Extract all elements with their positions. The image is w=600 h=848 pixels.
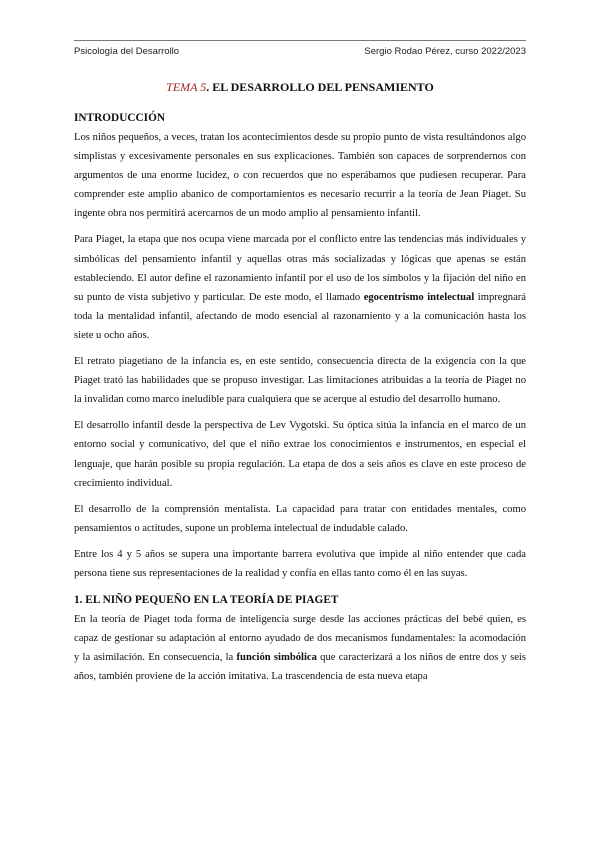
intro-paragraph-6: Entre los 4 y 5 años se supera una importante barrera evolutiva que impide al niño entender que cada persona tiene sus representaciones de la realidad y confía en ellas tanto como él en las suyas. [74, 548, 526, 579]
term-egocentrismo: egocentrismo intelectual [363, 291, 475, 303]
intro-paragraph-3: El retrato piagetiano de la infancia es, en este sentido, consecuencia directa de la exigencia con la que Piaget trató las habilidades que se propuso investigar. Las limitaciones atribuidas a la teoría de Piaget no la invalidan como marco ineludible para cualquiera que se acerque al estudio del desarrollo humano. [74, 356, 526, 406]
intro-p2-start: Para Piaget, la etapa que nos ocupa viene marcada por el conflicto entre las tendencias más individuales y simbólicas del pensamiento infantil y aquellas otras más socializadas y lógicas que apenas se están estableciendo. El autor define el razonamiento infantil por el uso de los símbolos y la fijación del niño en su punto de vista subjetivo y particular. De este modo, el llamado [74, 234, 526, 303]
document-title [74, 77, 526, 97]
intro-paragraph-4: El desarrollo infantil desde la perspectiva de Lev Vygotski. Su óptica sitúa la infancia en el marco de un entorno social y comunicativo, del que el niño extrae los conocimientos e instrumentos, en especial el lenguaje, que harán posible su propia regulación. La etapa de dos a seis años es clave en este proceso de crecimiento individual. [74, 420, 526, 489]
intro-heading: INTRODUCCIÓN [74, 112, 166, 124]
section1-heading: 1. EL NIÑO PEQUEÑO EN LA TEORÍA DE PIAGET [74, 594, 339, 607]
title-text: . EL DESARROLLO DEL PENSAMIENTO [206, 80, 434, 94]
intro-paragraph-5: El desarrollo de la comprensión mentalista. La capacidad para tratar con entidades mentales, como pensamientos o actitudes, supone un problema intelectual de indudable calado. [74, 503, 526, 534]
document-body [74, 72, 526, 693]
intro-p2-end: impregnará toda la mentalidad infantil, afectando de modo esencial al razonamiento y a la comunicación hasta los siete u ocho años. [74, 291, 526, 341]
section1-p1-end: que caracterizará a los niños de entre dos y seis años, también proviene de la acción imitativa. La trascendencia de esta nueva etapa [74, 652, 526, 683]
header-course: Psicología del Desarrollo [74, 46, 180, 57]
section1-paragraph-1 [74, 610, 526, 686]
term-funcion-simbolica: función simbólica [236, 652, 317, 664]
intro-paragraph-2 [74, 230, 526, 345]
section1-p1-start: En la teoría de Piaget toda forma de inteligencia surge desde las acciones prácticas del bebé quien, es capaz de gestionar su adaptación al entorno ayudado de dos mecanismos fundamentales: la acomodación y la asimilación. En consecuencia, la [74, 614, 526, 664]
page-header [74, 40, 526, 63]
header-author: Sergio Rodao Pérez, curso 2022/2023 [364, 46, 526, 57]
title-tema: TEMA 5 [166, 80, 207, 94]
intro-paragraph-1: Los niños pequeños, a veces, tratan los acontecimientos desde su propio punto de vista resultándonos algo simplistas y excesivamente personales en sus explicaciones. También son capaces de sorprendernos con argumentos de una enorme lucidez, o con recuerdos que no esperábamos que pudiesen recuperar. Para comprender este amplio abanico de comportamientos es necesario recurrir a la teoría de Jean Piaget. Su ingente obra nos permitirá acercarnos de un modo amplio al pensamiento infantil. [74, 132, 526, 220]
